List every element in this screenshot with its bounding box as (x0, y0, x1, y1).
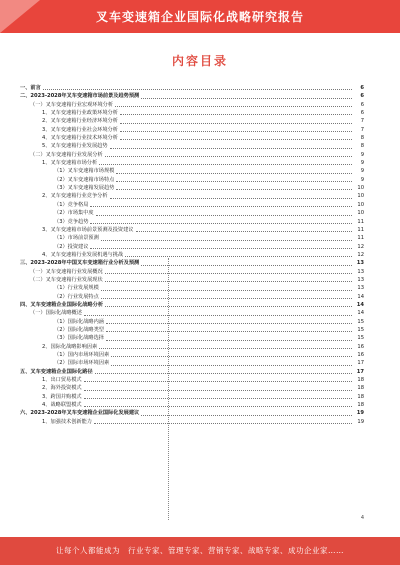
toc-entry-page: 11 (357, 218, 364, 225)
toc-entry-page: 9 (360, 176, 364, 183)
toc-dot-leader (90, 248, 352, 249)
toc-entry-label: 一、前言 (20, 85, 41, 91)
toc-entry-label: 4、战略联盟模式 (42, 402, 82, 409)
toc-entry-page: 15 (357, 326, 364, 333)
toc-entry-page: 18 (357, 385, 364, 392)
toc-dot-leader (43, 89, 352, 90)
toc-dot-leader (116, 173, 352, 174)
toc-entry[interactable] (20, 284, 364, 292)
toc-entry-label: （1）竞争格局 (54, 201, 89, 208)
toc-entry[interactable] (20, 243, 364, 251)
toc-entry[interactable] (20, 301, 364, 309)
toc-entry-page: 13 (356, 260, 364, 267)
toc-entry[interactable] (20, 326, 364, 334)
toc-dot-leader (106, 323, 352, 324)
toc-entry-page: 18 (357, 402, 364, 409)
toc-entry-page: 8 (360, 143, 364, 150)
footer-banner (0, 537, 400, 565)
toc-entry[interactable] (20, 192, 364, 200)
toc-entry-page: 7 (360, 118, 364, 125)
toc-dot-leader (106, 331, 352, 332)
toc-entry-label: （3）竞争趋势 (54, 218, 89, 225)
toc-dot-leader (105, 281, 352, 282)
toc-entry[interactable] (20, 184, 364, 192)
toc-dot-leader (125, 256, 352, 257)
toc-entry-label: 五、叉车变速箱企业国际化路径 (20, 368, 93, 375)
toc-entry-page: 10 (357, 201, 364, 208)
toc-entry-page: 14 (357, 310, 364, 317)
toc-dot-leader (110, 148, 352, 149)
toc-entry-label: （2）国际化战略类型 (54, 326, 104, 333)
toc-entry-page: 11 (357, 235, 364, 242)
toc-entry[interactable] (20, 359, 364, 367)
toc-heading: 内容目录 (171, 54, 228, 68)
toc-entry[interactable] (20, 176, 364, 184)
toc-dot-leader (99, 164, 352, 165)
toc-entry-page: 6 (360, 110, 364, 117)
toc-entry[interactable] (20, 343, 364, 351)
page-number: 4 (360, 515, 364, 521)
toc-entry-label: （1）国内市场环境因素 (54, 352, 110, 358)
toc-entry-page: 16 (357, 352, 364, 358)
toc-entry-label: （1）市场前景预测 (54, 235, 99, 242)
toc-entry-page: 10 (357, 210, 364, 217)
toc-entry-page: 9 (360, 168, 364, 175)
toc-entry-label: 2、海外投资模式 (42, 385, 82, 392)
toc-entry-label: 3、叉车变速箱市场前景预测及投资建议 (42, 226, 134, 233)
toc-entry-label: （1）行业发展规模 (54, 285, 99, 292)
toc-entry[interactable] (20, 384, 364, 392)
toc-dot-leader (101, 290, 352, 291)
toc-entry[interactable] (20, 393, 364, 401)
toc-dot-leader (120, 131, 352, 132)
toc-entry[interactable] (20, 159, 364, 167)
toc-entry-label: （一）叉车变速箱行业发展概况 (30, 268, 103, 275)
toc-entry[interactable] (20, 368, 364, 376)
toc-dot-leader (84, 398, 352, 399)
toc-dot-leader (110, 198, 352, 199)
toc-entry[interactable] (20, 151, 364, 159)
toc-entry-label: （2）市场集中度 (54, 210, 94, 217)
toc-entry-page: 6 (360, 101, 364, 108)
toc-entry-page: 14 (357, 293, 364, 300)
toc-entry[interactable] (20, 142, 364, 150)
toc-dot-leader (136, 231, 353, 232)
toc-entry-label: （一）叉车变速箱行业宏观环境分析 (30, 101, 114, 108)
toc-entry-page: 13 (357, 268, 364, 275)
toc-entry-label: （2）叉车变速箱市场特点 (54, 176, 115, 183)
toc-dot-leader (111, 356, 352, 357)
toc-entry[interactable] (20, 409, 364, 417)
toc-entry-page: 18 (357, 393, 364, 400)
toc-entry-label: 5、叉车变速箱行业发展趋势 (42, 143, 108, 150)
toc-entry[interactable] (20, 92, 364, 100)
toc-entry-page: 19 (356, 410, 364, 417)
toc-entry-label: 1、出口贸易模式 (42, 377, 82, 384)
toc-dot-leader (84, 390, 352, 391)
toc-dot-leader (90, 223, 352, 224)
toc-entry-label: 三、2023-2028年中国叉车变速箱行业分析及预测 (20, 260, 140, 267)
toc-entry-page: 12 (357, 251, 364, 258)
toc-entry[interactable] (20, 134, 364, 142)
toc-dot-leader (101, 298, 352, 299)
toc-entry-label: 1、叉车变速箱行业政策环境分析 (42, 110, 118, 117)
toc-dot-leader (96, 215, 352, 216)
toc-entry-label: （一）国际化战略概述 (30, 310, 82, 317)
toc-entry-page: 6 (360, 93, 364, 100)
toc-entry[interactable] (20, 309, 364, 317)
toc-entry[interactable] (20, 226, 364, 234)
toc-entry[interactable] (20, 201, 364, 209)
toc-entry-page: 14 (356, 301, 364, 308)
toc-entry-label: （3）叉车变速箱发展趋势 (54, 185, 115, 192)
footer-slogan: 让每个人都能成为 行业专家、管理专家、营销专家、战略专家、成功企业家…… (56, 546, 344, 555)
toc-entry[interactable] (20, 418, 364, 426)
toc-dot-leader (95, 373, 352, 374)
toc-entry[interactable] (20, 376, 364, 384)
toc-entry-page: 18 (357, 377, 364, 384)
toc-entry-label: （二）叉车变速箱行业发展现状 (30, 276, 103, 283)
toc-entry[interactable] (20, 334, 364, 342)
toc-dot-leader (120, 123, 352, 124)
toc-entry[interactable] (20, 167, 364, 175)
toc-entry-label: （1）国际化战略内涵 (54, 318, 104, 325)
toc-entry[interactable] (20, 259, 364, 267)
toc-entry[interactable] (20, 84, 364, 92)
toc-entry-page: 12 (357, 243, 364, 250)
toc-entry-label: 3、跨国并购模式 (42, 393, 82, 400)
toc-entry-page: 13 (357, 276, 364, 283)
toc-entry-page: 19 (357, 418, 364, 425)
toc-entry[interactable] (20, 268, 364, 276)
toc-entry-label: 4、叉车变速箱行业发展机遇与挑战 (42, 251, 124, 258)
toc-dot-leader (115, 106, 352, 107)
toc-entry-label: （1）叉车变速箱市场规模 (54, 168, 115, 175)
toc-entry-page: 9 (360, 151, 364, 158)
toc-dot-leader (90, 206, 352, 207)
toc-entry-label: 3、叉车变速箱行业社会环境分析 (42, 126, 118, 133)
toc-dot-leader (84, 315, 352, 316)
title-banner (0, 0, 400, 33)
toc-dot-leader (105, 156, 352, 157)
toc-entry[interactable] (20, 293, 364, 301)
toc-dot-leader (120, 114, 352, 115)
toc-dot-leader (120, 139, 352, 140)
toc-dot-leader (111, 365, 352, 366)
toc-dot-leader (116, 189, 352, 190)
toc-entry-page: 13 (357, 285, 364, 292)
toc-entry-label: 二、2023-2028年叉车变速箱市场前景及趋势预测 (20, 93, 140, 100)
toc-entry[interactable] (20, 109, 364, 117)
toc-entry-label: 六、2023-2028年叉车变速箱企业国际化发展建议 (20, 410, 140, 417)
toc-entry[interactable] (20, 126, 364, 134)
toc-entry-label: 2、国际化战略影响因素 (42, 343, 98, 350)
toc-dot-leader (141, 415, 352, 416)
toc-entry-label: （2）行业发展特点 (54, 293, 99, 300)
toc-entry-label: 1、叉车变速箱市场分析 (42, 160, 98, 167)
toc-entry-page: 10 (357, 185, 364, 192)
toc-entry-label: （2）投资建议 (54, 243, 89, 250)
toc-entry-page: 16 (357, 343, 364, 350)
toc-entry-page: 15 (357, 335, 364, 342)
toc-entry-page: 17 (356, 368, 364, 375)
toc-entry-label: 4、叉车变速箱行业技术环境分析 (42, 135, 118, 142)
toc-entry[interactable] (20, 209, 364, 217)
toc-entry-page: 6 (360, 85, 364, 91)
toc-dot-leader (101, 240, 352, 241)
toc-entry-page: 8 (360, 135, 364, 142)
toc-entry-page: 15 (357, 318, 364, 325)
toc-entry-label: （2）国际市场环境因素 (54, 360, 110, 367)
toc-dot-leader (105, 306, 352, 307)
toc-dot-leader (94, 423, 352, 424)
toc-entry-page: 7 (360, 126, 364, 133)
dotted-guide-line (168, 258, 170, 520)
toc-entry[interactable] (20, 401, 364, 409)
toc-entry-label: 2、叉车变速箱行业竞争分析 (42, 193, 108, 200)
toc-dot-leader (141, 98, 352, 99)
toc-entry-label: （3）国际化战略选择 (54, 335, 104, 342)
toc-entry-label: （二）叉车变速箱行业发展分析 (30, 151, 103, 158)
toc-entry-label: 四、叉车变速箱企业国际化战略分析 (20, 301, 104, 308)
toc-entry-page: 11 (357, 226, 364, 233)
toc-entry[interactable] (20, 234, 364, 242)
toc-dot-leader (116, 181, 352, 182)
toc-entry-label: 2、叉车变速箱行业经济环境分析 (42, 118, 118, 125)
toc-entry-page: 17 (357, 360, 364, 367)
report-title: 叉车变速箱企业国际化战略研究报告 (95, 10, 304, 24)
toc-entry[interactable] (20, 117, 364, 125)
toc-entry[interactable] (20, 218, 364, 226)
table-of-contents (20, 84, 364, 426)
toc-dot-leader (84, 406, 352, 407)
toc-entry[interactable] (20, 101, 364, 109)
toc-entry-page: 10 (357, 193, 364, 200)
toc-entry-page: 9 (360, 160, 364, 167)
toc-entry[interactable] (20, 318, 364, 326)
toc-entry[interactable] (20, 251, 364, 259)
toc-entry[interactable] (20, 351, 364, 359)
toc-dot-leader (106, 340, 352, 341)
toc-dot-leader (105, 273, 352, 274)
toc-dot-leader (84, 381, 352, 382)
toc-dot-leader (141, 265, 352, 266)
toc-entry-label: 1、加强技术创新能力 (42, 418, 92, 425)
toc-dot-leader (99, 348, 352, 349)
toc-entry[interactable] (20, 276, 364, 284)
